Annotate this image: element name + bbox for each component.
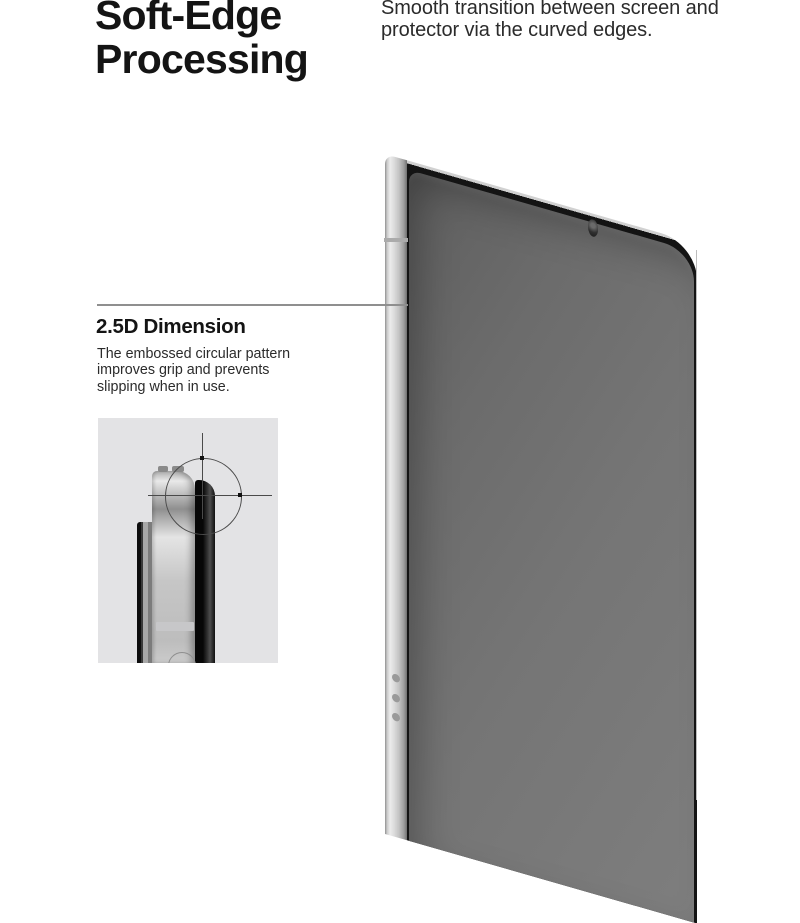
subtitle: [381, 0, 719, 41]
page-title: [95, 0, 308, 81]
feature-description-line2: improves grip and prevents: [97, 362, 270, 379]
subtitle-line1: Smooth transition between screen and: [381, 0, 719, 19]
tablet-corner-photo: [385, 154, 697, 923]
liner-tab: [156, 622, 194, 631]
radius-marker: [200, 456, 204, 460]
section-divider-line: [97, 304, 408, 306]
edge-button: [158, 466, 168, 472]
smart-connector-dot: [392, 673, 400, 683]
radius-circle: [165, 458, 242, 535]
feature-description-line3: slipping when in use.: [97, 378, 230, 395]
smart-connector-dot: [392, 693, 400, 703]
page-title-line2: Processing: [95, 36, 309, 82]
feature-description: [97, 346, 290, 395]
radius-marker: [238, 493, 242, 497]
edge-profile-diagram: [98, 418, 278, 663]
tablet-screen: [409, 170, 694, 923]
smart-connector-dot: [392, 712, 400, 722]
protector-layer-left: [137, 522, 152, 663]
feature-heading: 2.5D Dimension: [96, 315, 246, 338]
tablet-side-rail: [385, 154, 407, 840]
antenna-line: [384, 238, 408, 242]
screen-edge-highlight: [696, 250, 697, 800]
page-title-line1: Soft-Edge: [95, 0, 282, 38]
tablet-bezel: [407, 160, 697, 923]
subtitle-line2: protector via the curved edges.: [381, 18, 653, 41]
feature-description-line1: The embossed circular pattern: [97, 346, 291, 362]
